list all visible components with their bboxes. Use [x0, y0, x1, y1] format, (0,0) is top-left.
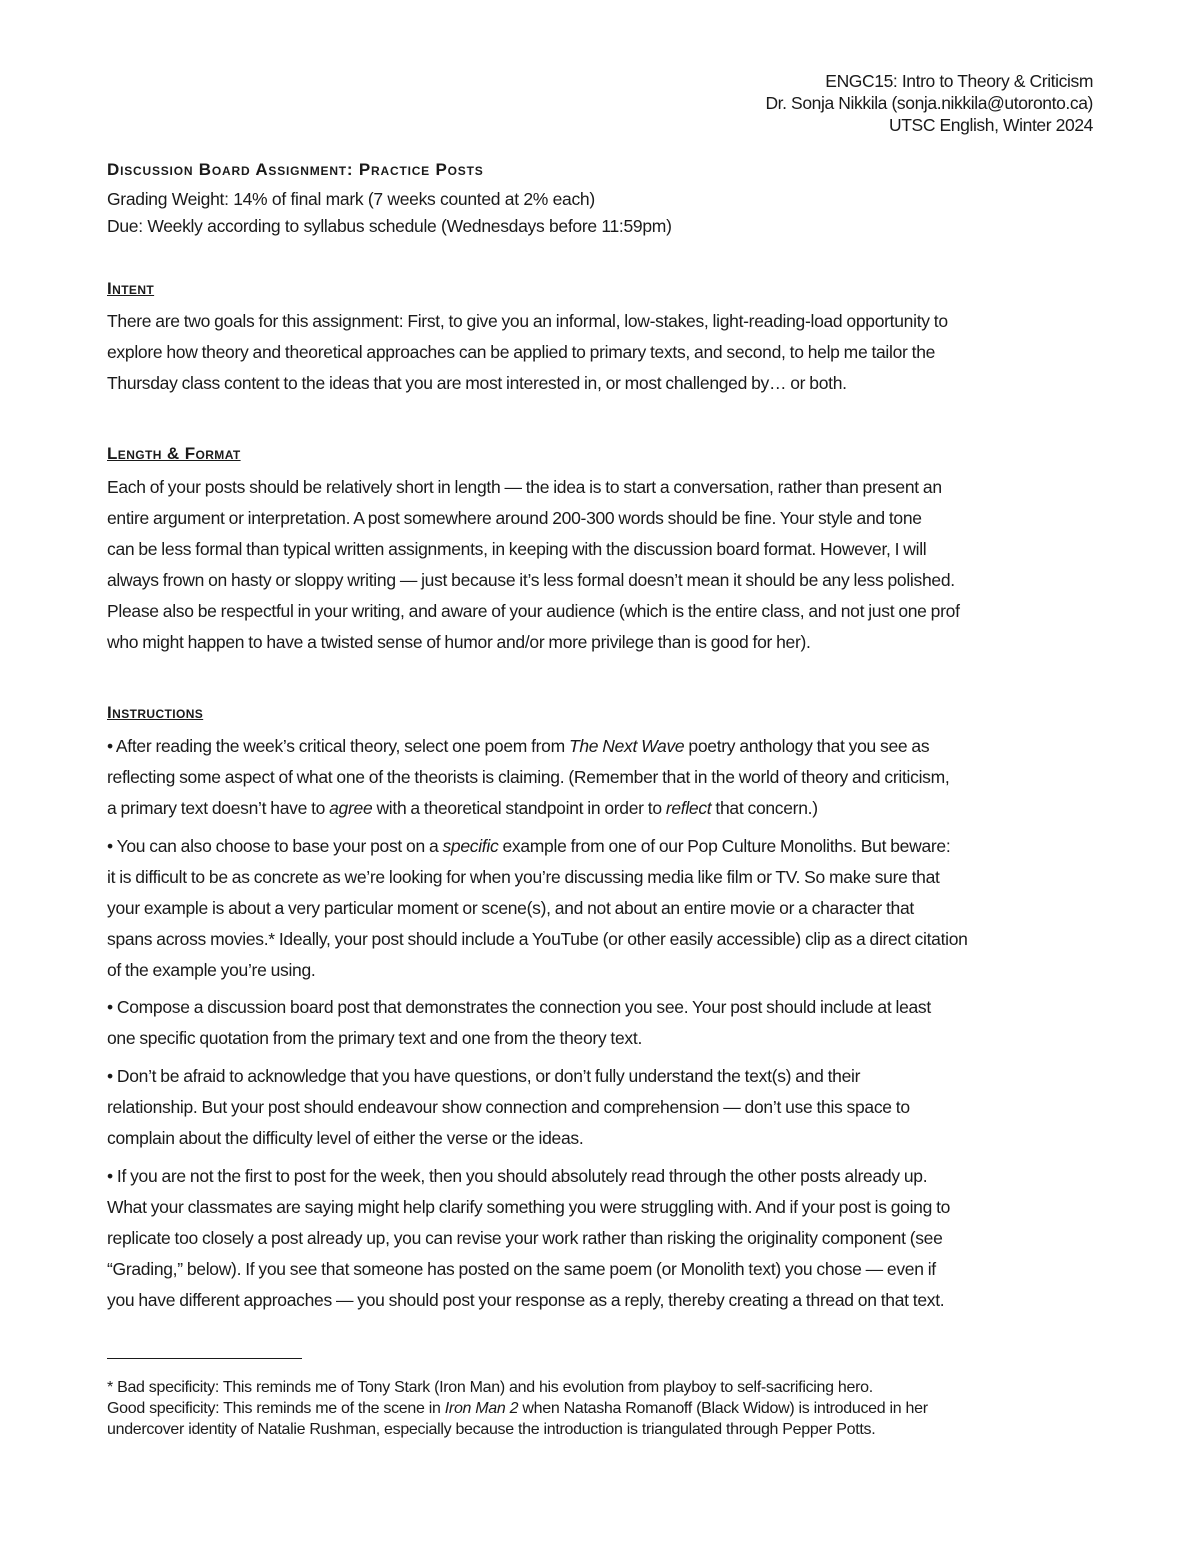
text-line: a primary text doesn’t have to agree with a theoretical standpoint in order to reflect that concern.)	[107, 798, 818, 818]
footnote-line: undercover identity of Natalie Rushman, especially because the introduction is triangulated through Pepper Potts.	[107, 1421, 876, 1438]
text-line: replicate too closely a post already up, you can revise your work rather than risking the originality component (see	[107, 1228, 943, 1248]
text-line: it is difficult to be as concrete as we’re looking for when you’re discussing media like film or TV. So make sure that	[107, 867, 940, 887]
text-line: entire argument or interpretation. A post somewhere around 200-300 words should be fine. Your style and tone	[107, 508, 922, 528]
instruction-bullet-5	[107, 1161, 1097, 1316]
text-line: can be less formal than typical written assignments, in keeping with the discussion board format. However, I will	[107, 539, 927, 559]
length-format-heading: Length & Format	[107, 444, 241, 463]
footnote	[107, 1377, 1097, 1440]
text-line: What your classmates are saying might help clarify something you were struggling with. And if your post is going to	[107, 1197, 951, 1217]
text-line: reflecting some aspect of what one of the theorists is claiming. (Remember that in the world of theory and criticism,	[107, 767, 950, 787]
text-line: There are two goals for this assignment: First, to give you an informal, low-stakes, light-reading-load opportunity to	[107, 311, 948, 331]
due-date: Due: Weekly according to syllabus schedule (Wednesdays before 11:59pm)	[107, 216, 672, 236]
text-line: • You can also choose to base your post on a specific example from one of our Pop Culture Monoliths. But beware:	[107, 836, 951, 856]
assignment-title: Discussion Board Assignment: Practice Posts	[107, 160, 484, 179]
course-header	[765, 70, 1093, 136]
footnote-divider	[107, 1358, 302, 1359]
text-line: always frown on hasty or sloppy writing — just because it’s less formal doesn’t mean it should be any less polished.	[107, 570, 955, 590]
text-line: • Compose a discussion board post that demonstrates the connection you see. Your post should include at least	[107, 997, 931, 1017]
text-line: • Don’t be afraid to acknowledge that you have questions, or don’t fully understand the text(s) and their	[107, 1066, 861, 1086]
text-line: relationship. But your post should endeavour show connection and comprehension — don’t use this space to	[107, 1097, 910, 1117]
text-line: who might happen to have a twisted sense of humor and/or more privilege than is good for her).	[107, 632, 811, 652]
text-line: • After reading the week’s critical theory, select one poem from The Next Wave poetry anthology that you see as	[107, 736, 930, 756]
text-line: • If you are not the first to post for the week, then you should absolutely read through the other posts already up.	[107, 1166, 928, 1186]
instructor-contact: Dr. Sonja Nikkila (sonja.nikkila@utoronto.ca)	[765, 93, 1093, 113]
text-line: one specific quotation from the primary text and one from the theory text.	[107, 1028, 643, 1048]
length-format-paragraph	[107, 472, 1097, 658]
instruction-bullet-1	[107, 731, 1097, 824]
course-title: ENGC15: Intro to Theory & Criticism	[825, 71, 1093, 91]
text-line: Please also be respectful in your writing, and aware of your audience (which is the entire class, and not just one prof	[107, 601, 960, 621]
grading-weight: Grading Weight: 14% of final mark (7 weeks counted at 2% each)	[107, 189, 595, 209]
intent-heading: Intent	[107, 279, 155, 298]
text-line: complain about the difficulty level of either the verse or the ideas.	[107, 1128, 584, 1148]
instruction-bullet-3	[107, 992, 1097, 1054]
text-line: explore how theory and theoretical approaches can be applied to primary texts, and second, to help me tailor the	[107, 342, 936, 362]
instructions-heading: Instructions	[107, 703, 204, 722]
footnote-line: Good specificity: This reminds me of the scene in Iron Man 2 when Natasha Romanoff (Black Widow) is introduced in her	[107, 1400, 928, 1417]
text-line: of the example you’re using.	[107, 960, 316, 980]
text-line: Thursday class content to the ideas that you are most interested in, or most challenged by… or both.	[107, 373, 847, 393]
text-line: you have different approaches — you should post your response as a reply, thereby creating a thread on that text.	[107, 1290, 945, 1310]
text-line: Each of your posts should be relatively short in length — the idea is to start a conversation, rather than present an	[107, 477, 942, 497]
instruction-bullet-2	[107, 831, 1097, 986]
text-line: spans across movies.* Ideally, your post should include a YouTube (or other easily accessible) clip as a direct citation	[107, 929, 968, 949]
term-info: UTSC English, Winter 2024	[889, 115, 1093, 135]
text-line: “Grading,” below). If you see that someone has posted on the same poem (or Monolith text) you chose — even if	[107, 1259, 936, 1279]
intent-paragraph	[107, 306, 1097, 399]
instruction-bullet-4	[107, 1061, 1097, 1154]
text-line: your example is about a very particular moment or scene(s), and not about an entire movie or a character that	[107, 898, 914, 918]
footnote-line: * Bad specificity: This reminds me of Tony Stark (Iron Man) and his evolution from playboy to self-sacrificing hero.	[107, 1379, 873, 1396]
